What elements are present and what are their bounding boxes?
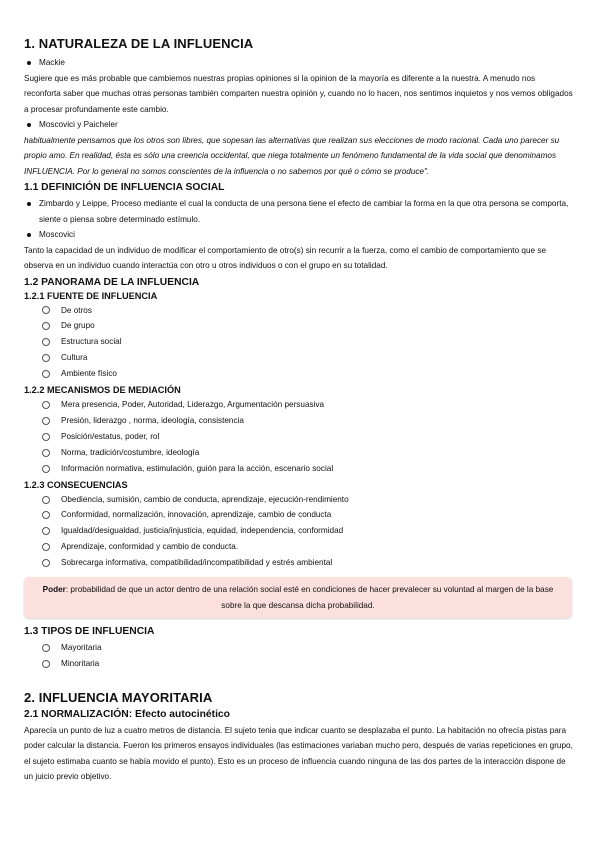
paragraph-quote: habitualmente pensamos que los otros son libres, que sopesan las alternativas que realizan sus elecciones de modo racional. Cada uno parecer su propio amo. En realidad, ésta es sólo una creencia occidental, que niega totalmente un fenómeno fundamental de la vida social que denominamos INFLUENCIA. Por lo general no somos conscientes de la influencia o no sabemos por qué o cómo se produce". [24,135,560,176]
list-item-text: Norma, tradición/costumbre, ideología [61,447,200,457]
bullet-text: Mackie [39,58,65,67]
poder-callout [24,577,572,618]
paragraph-mackie: Sugiere que es más probable que cambiemos nuestras propias opiniones si la opinion de la mayoría es diferente a la nuestra. A menudo nos reconforta saber que muchas otras personas también comparten nuestra opinión y, cuando no lo hacen, nos sentimos inquietos y nos vemos obligados a procesar profundamente este cambio. [24,73,573,114]
list-item-text: Cultura [61,353,88,363]
circle-bullet-icon [42,527,50,535]
bullet-mackie [24,55,574,71]
section-1-3-title: 1.3 TIPOS DE INFLUENCIA [24,626,155,638]
section-1-2-1-title: 1.2.1 FUENTE DE INFLUENCIA [24,290,158,301]
paragraph-autocinetico: Aparecía un punto de luz a cuatro metros de distancia. El sujeto tenia que indicar cuanto se desplazaba el punto. La habitación no ofrecía pistas para poder calcular la distancia. Fueron los primeros ensayos individuales (las estimaciones variaban mucho pero, después de varias repeticiones en grupo, el sujeto estimaba cuanto se había movido el punto). Esto es un proceso de influencia cuando ninguna de las dos partes de la interacción dispone de un juicio previo objetivo. [24,725,573,782]
circle-bullet-icon [42,354,50,362]
list-item-text: De grupo [61,321,95,331]
list-item [42,413,574,429]
bullet-text: Zimbardo y Leippe, Proceso mediante el cual la conducta de una persona tiene el efecto de cambiar la forma en la que otra persona se comporta, siente o piensa sobre determinado estímulo. [39,199,569,224]
list-tipos [24,640,574,672]
list-item [42,656,574,672]
circle-bullet-icon [42,660,50,668]
bullet-dot [24,227,39,243]
section-1-2-2-title: 1.2.2 MECANISMOS DE MEDIACIÓN [24,385,181,396]
bullet-moscovici-paicheler [24,117,574,133]
bullet-dot [24,117,39,133]
list-item-text: Conformidad, normalización, innovación, aprendizaje, cambio de conducta [61,510,332,520]
list-item-text: Aprendizaje, conformidad y cambio de conducta. [61,542,239,552]
bullet-text: Moscovici [39,230,75,239]
list-item [42,445,574,461]
section-1-2-3-title: 1.2.3 CONSECUENCIAS [24,479,128,490]
section-1-2-title: 1.2 PANORAMA DE LA INFLUENCIA [24,276,200,288]
list-item-text: Posición/estatus, poder, rol [61,431,160,441]
list-item [42,539,574,555]
circle-bullet-icon [42,496,50,504]
circle-bullet-icon [42,338,50,346]
circle-bullet-icon [42,543,50,551]
list-item [42,350,574,366]
list-consecuencias [24,492,574,572]
bullet-dot [24,55,39,71]
list-item-text: Obediencia, sumisión, cambio de conducta, aprendizaje, ejecución-rendimiento [61,494,349,504]
bullet-dot [24,196,39,227]
list-item-text: Sobrecarga informativa, compatibilidad/incompatibilidad y estrés ambiental [61,558,333,568]
list-item [42,303,574,319]
list-item [42,397,574,413]
list-mecanismos [24,397,574,477]
list-item-text: Igualdad/desigualdad, justicia/injusticia, equidad, independencia, conformidad [61,526,344,536]
circle-bullet-icon [42,465,50,473]
list-item [42,366,574,382]
callout-definition: : probabilidad de que un actor dentro de una relación social esté en condiciones de hacer prevalecer su voluntad al margen de la base sobre la que descansa dicha probabilidad. [65,585,554,610]
list-item-text: Información normativa, estimulación, guión para la acción, escenario social [61,463,334,473]
list-item-text: Mayoritaria [61,643,102,653]
list-item [42,492,574,508]
list-item-text: Minoritaria [61,659,100,668]
list-item [42,429,574,445]
circle-bullet-icon [42,417,50,425]
list-item [42,555,574,571]
list-item-text: De otros [61,305,92,315]
list-item [42,507,574,523]
circle-bullet-icon [42,322,50,330]
circle-bullet-icon [42,401,50,409]
bullet-moscovici [24,227,574,243]
list-fuente [24,303,574,383]
circle-bullet-icon [42,644,50,652]
list-item [42,461,574,477]
list-item-text: Ambiente físico [61,369,117,379]
section-2-title: 2. INFLUENCIA MAYORITARIA [24,689,213,705]
list-item-text: Estructura social [61,337,122,347]
circle-bullet-icon [42,306,50,314]
bullet-text: Moscovici y Paicheler [39,120,118,129]
section-2-1-title: 2.1 NORMALIZACIÓN: Efecto autocinético [24,708,230,720]
circle-bullet-icon [42,511,50,519]
list-item [42,334,574,350]
circle-bullet-icon [42,370,50,378]
list-item [42,318,574,334]
bullet-zimbardo [24,196,574,227]
list-item [42,640,574,656]
list-item-text: Mera presencia, Poder, Autoridad, Liderazgo, Argumentación persuasiva [61,400,325,410]
callout-term: Poder [42,585,66,595]
circle-bullet-icon [42,449,50,457]
circle-bullet-icon [42,559,50,567]
section-1-title: 1. NATURALEZA DE LA INFLUENCIA [24,36,254,51]
list-item-text: Presión, liderazgo , norma, ideología, consistencia [61,415,244,425]
section-1-1-title: 1.1 DEFINICIÓN DE INFLUENCIA SOCIAL [24,182,225,193]
paragraph-moscovici: Tanto la capacidad de un individuo de modificar el comportamiento de otro(s) sin recurrir a la fuerza, como el cambio de comportamiento que se observa en un individuo cuando interactúa con otro u otros individuos o con el grupo en su totalidad. [24,245,546,270]
circle-bullet-icon [42,433,50,441]
list-item [42,523,574,539]
